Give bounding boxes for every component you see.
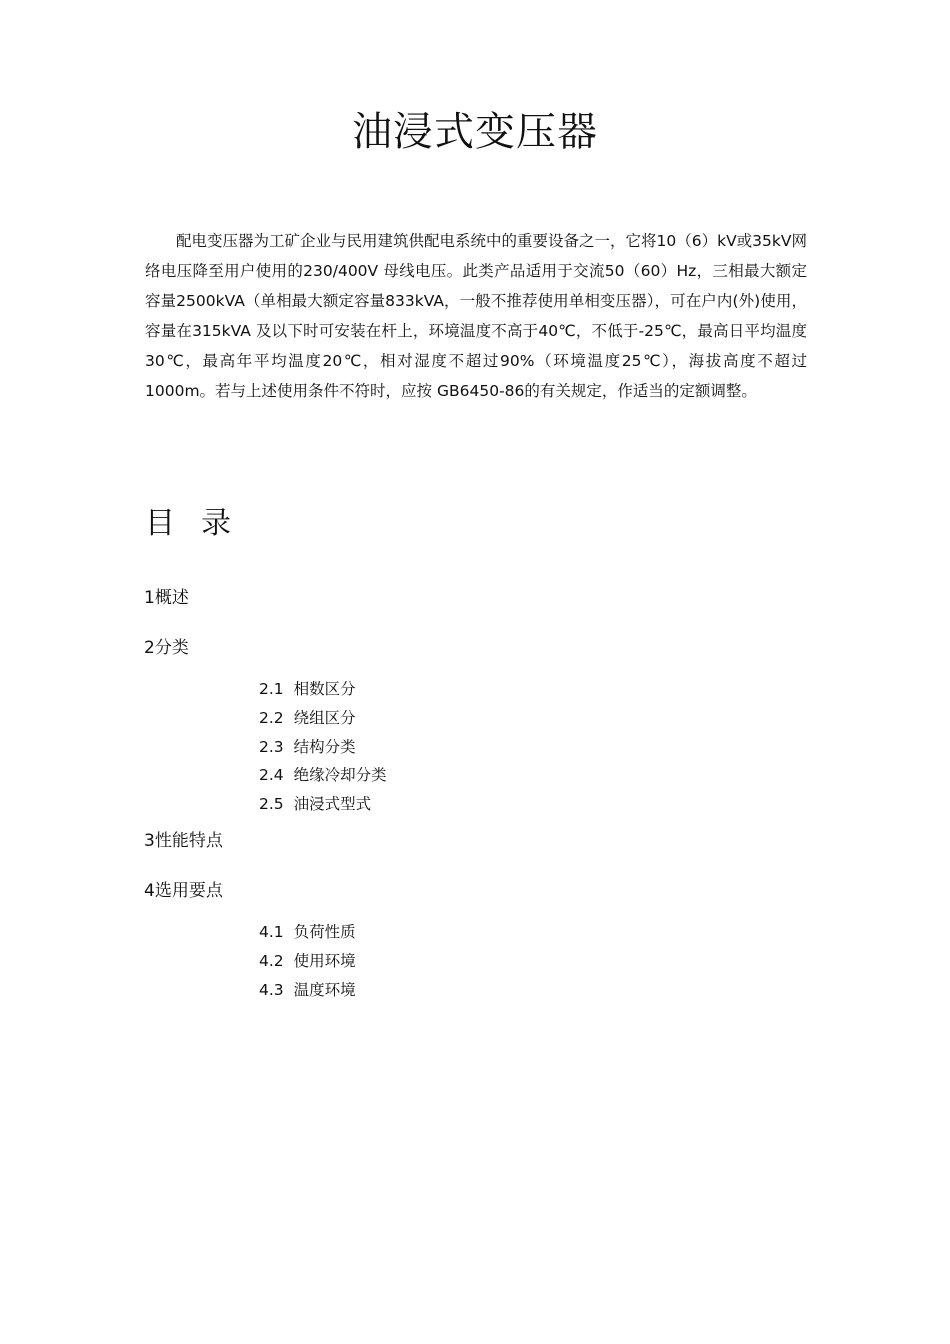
toc-item-number: 2.5	[259, 795, 284, 813]
toc-item-2-5[interactable]	[259, 792, 371, 814]
toc-item-label: 油浸式型式	[293, 795, 372, 813]
toc-item-4-3[interactable]	[259, 978, 356, 1000]
toc-item-4-1[interactable]	[259, 920, 356, 942]
toc-item-2-1[interactable]	[259, 677, 356, 699]
toc-item-4-2[interactable]	[259, 949, 356, 971]
toc-item-number: 2.1	[259, 680, 284, 698]
toc-item-label: 结构分类	[293, 738, 356, 756]
toc-section-4[interactable]: 4选用要点	[144, 881, 223, 901]
intro-paragraph: 配电变压器为工矿企业与民用建筑供配电系统中的重要设备之一，它将10（6）kV或35kV网络电压降至用户使用的230/400V 母线电压。此类产品适用于交流50（60）Hz，三相最大额定容量2500kVA（单相最大额定容量833kVA，一般不推荐使用单相变压器），可在户内(外)使用，容量在315kVA 及以下时可安装在杆上，环境温度不高于40℃，不低于-25℃，最高日平均温度30℃，最高年平均温度20℃，相对湿度不超过90%（环境温度25℃），海拔高度不超过1000m。若与上述使用条件不符时，应按 GB6450-86的有关规定，作适当的定额调整。	[145, 232, 807, 400]
toc-item-2-3[interactable]	[259, 735, 356, 757]
toc-item-label: 绕组区分	[293, 709, 356, 727]
toc-heading: 目录	[145, 506, 257, 541]
toc-item-2-4[interactable]	[259, 763, 387, 785]
toc-item-number: 2.2	[259, 709, 284, 727]
toc-section-2[interactable]: 2分类	[144, 638, 189, 658]
toc-item-number: 2.4	[259, 766, 284, 784]
toc-item-label: 绝缘冷却分类	[293, 766, 387, 784]
toc-item-number: 4.2	[259, 952, 284, 970]
toc-item-label: 负荷性质	[293, 923, 356, 941]
toc-item-label: 使用环境	[293, 952, 356, 970]
toc-item-number: 4.3	[259, 981, 284, 999]
toc-item-label: 相数区分	[293, 680, 356, 698]
document-title: 油浸式变压器	[352, 109, 598, 155]
toc-section-3[interactable]: 3性能特点	[144, 831, 223, 851]
toc-section-1[interactable]: 1概述	[144, 588, 189, 608]
toc-item-2-2[interactable]	[259, 706, 356, 728]
toc-item-label: 温度环境	[293, 981, 356, 999]
toc-item-number: 4.1	[259, 923, 284, 941]
toc-item-number: 2.3	[259, 738, 284, 756]
